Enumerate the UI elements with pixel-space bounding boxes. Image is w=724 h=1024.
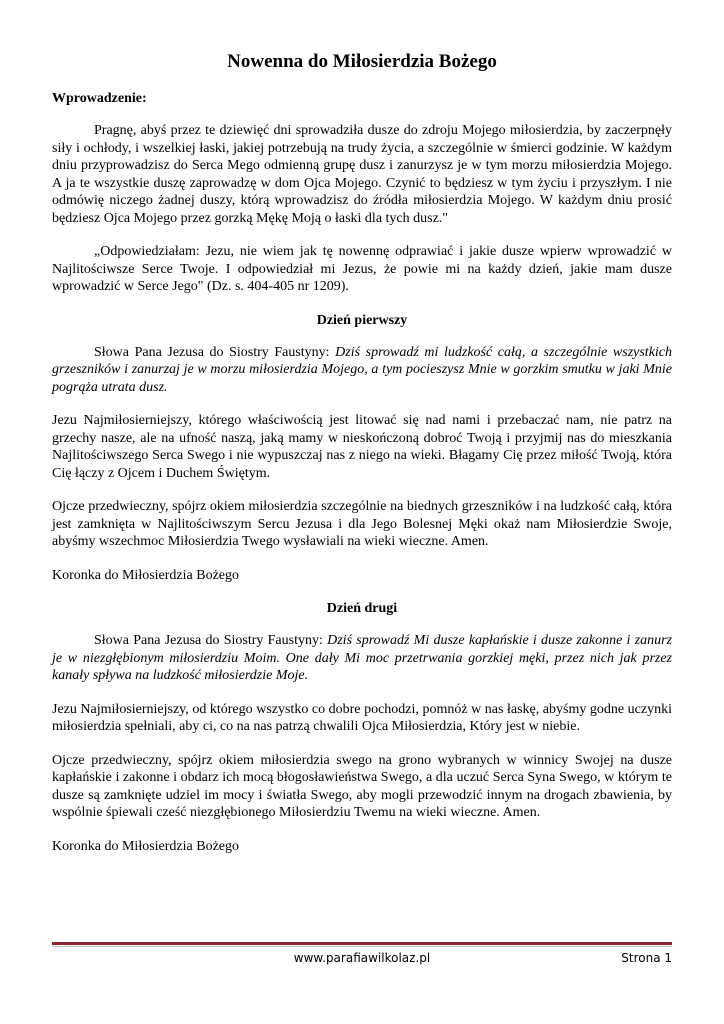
day-1-chaplet: Koronka do Miłosierdzia Bożego [52,567,240,583]
footer-page-number: Strona 1 [621,951,672,965]
day-1-prayer-jesus: Jezu Najmiłosierniejszy, którego właściwością jest litować się nad nami i przebaczać nam, nie patrz na grzechy nasze, ale na ufność naszą, jaką mamy w nieskończoną dobroć Twoją i przyjmij nas do mieszkania Najlitościwszego Serca Swego i nie wypuszczaj nas z niego na wieki. Błagamy Cię przez miłość Twoją, która Cię łączy z Ojcem i Duchem Świętym. [52,413,672,481]
day-2-prayer-jesus: Jezu Najmiłosierniejszy, od którego wszystko co dobre pochodzi, pomnóż w nas łaskę, abyśmy godne uczynki miłosierdzia spełniali, aby ci, co na nas patrzą chwalili Ojca Miłosierdzia, Który jest w niebie. [52,701,672,734]
day-2-words-quote: Dziś sprowadź Mi dusze kapłańskie i dusze zakonne i zanurz je w niezgłębionym miłosierdziu Moim. One dały Mi moc przetrwania gorzkiej męki, przez nich jak przez kanały spływa na ludzkość miłosierdzie Moje. [52,633,673,683]
day-1-heading: Dzień pierwszy [316,312,408,328]
footer-rule [52,942,672,945]
day-2-words [52,632,672,685]
document-title: Nowenna do Miłosierdzia Bożego [227,51,497,72]
day-2-words-intro: Słowa Pana Jezusa do Siostry Faustyny: [94,633,328,648]
day-2-prayer-father: Ojcze przedwieczny, spójrz okiem miłosierdzia swego na grono wybranych w winnicy Swojej na dusze kapłańskie i zakonne i obdarz ich mocą błogosławieństwa Swego, a dla uczuć Serca Syna Swego, w którym te dusze są zamknięte udziel im mocy i światła Swego, aby mogli przewodzić innym na drogach zbawienia, by wspólnie śpiewali cześć niezgłębionego Miłosierdziu Twemu na wieki wieczne. Amen. [52,752,672,820]
day-1-prayer-father: Ojcze przedwieczny, spójrz okiem miłosierdzia szczególnie na biednych grzeszników i na ludzkość całą, która jest zamknięta w Najlitościwszym Sercu Jezusa i dla Jego Bolesnej Męki okaż nam Miłosierdzie Swoje, abyśmy wszechmoc Miłosierdzia Twego wysławiali na wieki wieczne. Amen. [52,499,672,549]
document-body [52,50,672,871]
footer-website: www.parafiawilkolaz.pl [293,951,431,965]
day-1-words [52,344,672,397]
intro-paragraph-2: „Odpowiedziałam: Jezu, nie wiem jak tę nowennę odprawiać i jakie dusze wpierw wprowadzić w Najlitościwsze Serce Twoje. I odpowiedział mi Jezus, że powie mi na każdy dzień, jakie mam dusze wprowadzić w Serce Jego" (Dz. s. 404-405 nr 1209). [52,244,672,294]
day-1-words-intro: Słowa Pana Jezusa do Siostry Faustyny: [94,344,336,360]
day-2-chaplet: Koronka do Miłosierdzia Bożego [52,838,240,854]
footer-rule-thin [52,946,672,947]
intro-heading: Wprowadzenie: [52,91,147,106]
day-1-words-quote: Dziś sprowadź mi ludzkość całą, a szczególnie wszystkich grzeszników i zanurzaj je w morzu miłosierdzia Mojego, a tym pocieszysz Mnie w gorzkim smutku w jaki Mnie pogrąża utrata dusz. [52,344,673,395]
day-2-heading: Dzień drugi [326,601,398,616]
intro-paragraph-1: Pragnę, abyś przez te dziewięć dni sprowadziła dusze do zdroju Mojego miłosierdzia, by zaczerpnęły siły i ochłody, i wszelkiej łaski, jakiej potrzebują na trudy życia, a szczególnie w śmierci godzinie. W każdym dniu przyprowadzisz do Serca Mego odmienną grupę dusz i zanurzysz je w tym morzu miłosierdzia Mojego. A ja te wszystkie duszę zaprowadzę w dom Ojca Mojego. Czynić to będziesz w tym życiu i przyszłym. I nie odmówię niczego żadnej duszy, którą wprowadzisz do źródła miłosierdzia Mojego. W każdym dniu prosić będziesz Ojca Mojego przez gorzką Mękę Moją o łaski dla tych dusz." [52,123,672,226]
